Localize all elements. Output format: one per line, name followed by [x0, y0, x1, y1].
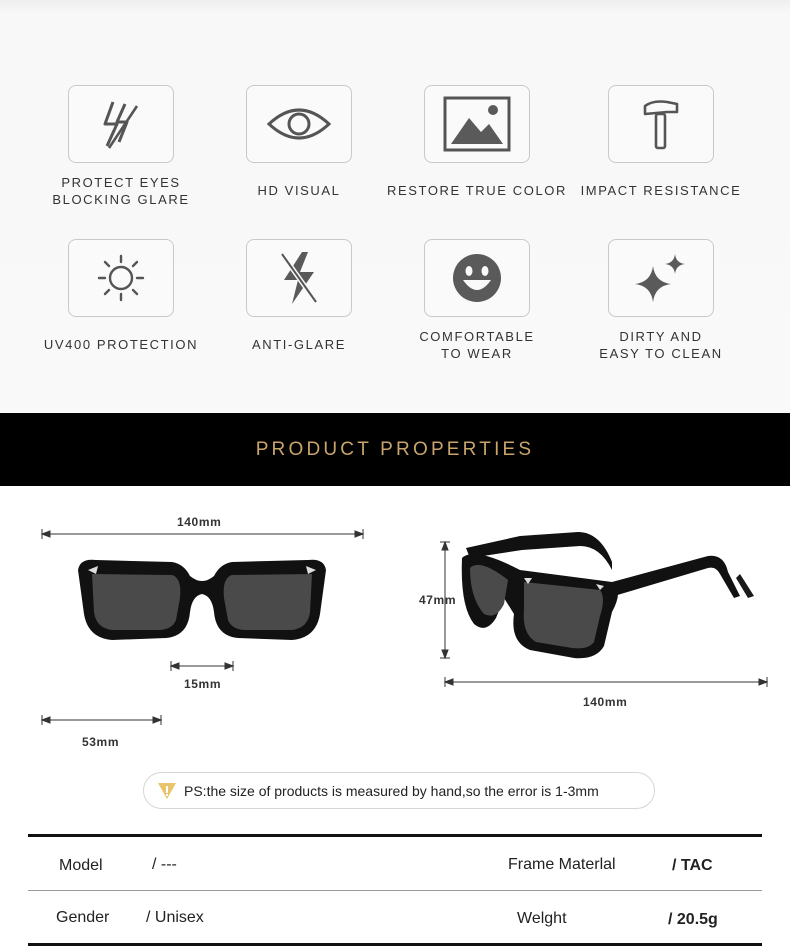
table-top-border — [28, 834, 762, 837]
lightning-icon — [68, 85, 174, 163]
feature-protect-eyes — [26, 85, 216, 208]
feature-impact — [566, 85, 756, 199]
banner-title: PRODUCT PROPERTIES — [255, 438, 535, 460]
model-value: / --- — [152, 856, 177, 873]
sparkle-icon — [608, 239, 714, 317]
dimensions-section — [0, 486, 790, 766]
feature-comfortable — [382, 239, 572, 362]
anti-glare-icon — [246, 239, 352, 317]
hammer-icon — [608, 85, 714, 163]
sunglasses-diagram — [0, 486, 790, 766]
product-properties-banner — [0, 413, 790, 486]
frame-material-value: / TAC — [672, 857, 713, 874]
feature-label: ANTI-GLARE — [251, 337, 346, 352]
smiley-icon — [424, 239, 530, 317]
feature-uv400 — [26, 239, 216, 353]
feature-label: COMFORTABLE TO WEAR — [419, 329, 535, 361]
front-width-label: 140mm — [177, 515, 222, 529]
feature-label: PROTECT EYES BLOCKING GLARE — [52, 175, 190, 207]
frame-material-label: Frame Materlal — [508, 856, 616, 873]
specs-table — [28, 834, 762, 946]
measurement-note — [143, 772, 655, 809]
temple-length-label: 140mm — [583, 695, 628, 709]
feature-label: RESTORE TRUE COLOR — [386, 183, 567, 198]
side-view-glasses — [462, 532, 754, 658]
gender-label: Gender — [56, 909, 110, 926]
lens-height-label: 47mm — [419, 593, 457, 607]
feature-label: UV400 PROTECTION — [43, 337, 199, 352]
model-label: Model — [59, 857, 103, 874]
lens-width-label: 53mm — [82, 735, 120, 749]
feature-easy-clean — [566, 239, 756, 362]
feature-label: HD VISUAL — [257, 183, 341, 198]
eye-icon — [246, 85, 352, 163]
feature-hd-visual — [204, 85, 394, 199]
table-row-divider — [28, 890, 762, 891]
table-bottom-border — [28, 943, 762, 946]
warning-icon — [156, 781, 178, 801]
feature-label: DIRTY AND EASY TO CLEAN — [599, 329, 723, 361]
bridge-label: 15mm — [184, 677, 222, 691]
weight-label: Welght — [517, 910, 567, 927]
features-section — [0, 0, 790, 413]
feature-true-color — [382, 85, 572, 199]
gender-value: / Unisex — [146, 909, 204, 926]
note-text: PS:the size of products is measured by hand,so the error is 1-3mm — [184, 782, 599, 799]
front-view-glasses — [78, 560, 326, 640]
weight-value: / 20.5g — [668, 911, 718, 928]
feature-label: IMPACT RESISTANCE — [580, 183, 742, 198]
picture-icon — [424, 85, 530, 163]
feature-anti-glare — [204, 239, 394, 353]
sun-icon — [68, 239, 174, 317]
